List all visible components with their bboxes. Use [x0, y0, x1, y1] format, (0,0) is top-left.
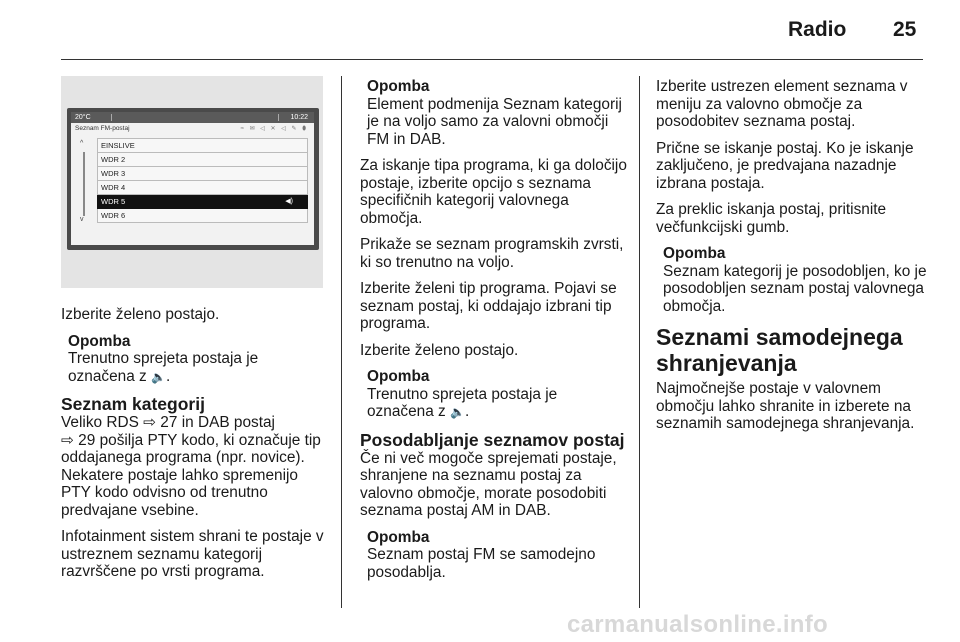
station-list-title: Seznam FM-postaj: [75, 125, 130, 132]
note-text: Trenutno sprejeta postaja je: [68, 350, 259, 367]
note-block: [61, 333, 331, 387]
note-title: Opomba: [367, 368, 430, 385]
paragraph: Za preklic iskanja postaj, pritisnite večfunkcijski gumb.: [656, 201, 887, 236]
scroll-down-icon[interactable]: v: [80, 216, 84, 223]
page-number: 25: [893, 18, 917, 41]
speaker-icon: 🔈: [450, 405, 465, 419]
paragraph: Če ni več mogoče sprejemati postaje, shranjene na seznamu postaj za valovno območje, morate posodobiti seznama postaj AM in DAB.: [360, 449, 617, 519]
station-name: WDR 4: [101, 183, 126, 192]
note-text-end: .: [464, 403, 470, 420]
station-name: EINSLIVE: [101, 141, 135, 150]
station-name: WDR 6: [101, 211, 126, 220]
speaker-icon: ◀): [285, 198, 293, 205]
paragraph: Infotainment sistem shrani te postaje v ustreznem seznamu kategorij razvrščene po vrsti programa.: [61, 528, 324, 580]
station-list: [97, 138, 308, 223]
station-name: WDR 5: [101, 197, 126, 206]
section-heading-seznami-samodejnega: Seznami samodejnega shranjevanja: [656, 324, 903, 376]
speaker-icon: 🔈: [151, 369, 166, 384]
header-rule: [61, 59, 923, 60]
column-divider-right: [639, 76, 640, 608]
note-text: Trenutno sprejeta postaja je: [367, 385, 558, 403]
station-list-item[interactable]: [97, 209, 308, 223]
temperature-readout: 20°C: [75, 114, 91, 121]
list-scrollbar[interactable]: [80, 140, 88, 240]
display-bezel: [67, 108, 319, 250]
status-separator: [111, 114, 112, 121]
station-list-item[interactable]: [97, 153, 308, 167]
note-block: [360, 368, 632, 422]
section-heading-seznam-kategorij: Seznam kategorij: [61, 394, 205, 414]
note-block: [360, 78, 632, 148]
note-title: Opomba: [367, 78, 430, 95]
station-name: WDR 2: [101, 155, 126, 164]
note-title: Opomba: [663, 245, 726, 262]
clock-readout: 10:22: [290, 114, 308, 121]
reference-arrow-icon: ⇨: [143, 414, 157, 431]
scrollbar-track: [83, 152, 85, 216]
note-text: Seznam postaj FM se samodejno posodablja.: [367, 546, 596, 581]
paragraph: Izberite ustrezen element seznama v meniju za valovno območje za posodobitev seznama postaj.: [656, 78, 908, 130]
status-separator: [278, 114, 279, 121]
display-screen: [71, 112, 314, 245]
station-list-item[interactable]: [97, 195, 308, 209]
note-title: Opomba: [68, 332, 131, 350]
paragraph: Za iskanje tipa programa, ki ga določijo postaje, izberite opcijo s seznama specifičnih kategorij valovnega območja.: [360, 157, 627, 227]
paragraph: Izberite želeno postajo.: [61, 306, 220, 323]
page-header-title: Radio: [788, 18, 847, 41]
paragraph: Najmočnejše postaje v valovnem območju lahko shranite in izberete na seznamih samodejnega shranjevanja.: [656, 380, 915, 432]
paragraph: Veliko RDS ⇨ 27 in DAB postaj ⇨ 29 pošilja PTY kodo, ki označuje tip oddajanega programa (npr. novice). Nekatere postaje lahko spremenijo PTY kodo odvisno od trenutno predvajane vsebine.: [61, 414, 321, 519]
radio-screen-figure: [61, 76, 323, 288]
display-status-bar: [71, 112, 314, 123]
status-icons: ≈ ✉ ◁ ✕ ◁ ✎ ⬮: [240, 126, 308, 132]
scroll-up-icon[interactable]: ^: [80, 140, 84, 147]
note-text-end: .: [165, 367, 171, 385]
watermark: carmanualsonline.info: [567, 611, 829, 638]
column-divider-left: [341, 76, 342, 608]
section-heading-posodabljanje: Posodabljanje seznamov postaj: [360, 429, 625, 450]
note-text: Seznam kategorij je posodobljen, ko je posodobljen seznam postaj valovnega območja.: [663, 262, 927, 315]
column-2: [360, 78, 632, 590]
note-block: [360, 529, 632, 582]
paragraph: Prikaže se seznam programskih zvrsti, ki so trenutno na voljo.: [360, 236, 624, 271]
column-1: [61, 306, 331, 590]
station-list-item[interactable]: [97, 167, 308, 181]
note-block: [656, 245, 928, 315]
column-3: [656, 78, 928, 442]
note-text: označena z: [367, 403, 450, 420]
note-text: označena z: [68, 367, 151, 385]
station-list-item[interactable]: [97, 138, 308, 153]
paragraph: Prične se iskanje postaj. Ko je iskanje zaključeno, je predvajana nazadnje izbrana postaja.: [656, 139, 914, 192]
note-text: Element podmenija Seznam kategorij je na voljo samo za valovni območji FM in DAB.: [367, 95, 622, 148]
station-list-item[interactable]: [97, 181, 308, 195]
paragraph: Izberite želeni tip programa. Pojavi se seznam postaj, ki oddajajo izbrani tip programa.: [360, 280, 617, 332]
station-name: WDR 3: [101, 169, 126, 178]
note-title: Opomba: [367, 528, 430, 546]
reference-arrow-icon: ⇨: [61, 431, 74, 449]
paragraph: Izberite želeno postajo.: [360, 341, 519, 359]
